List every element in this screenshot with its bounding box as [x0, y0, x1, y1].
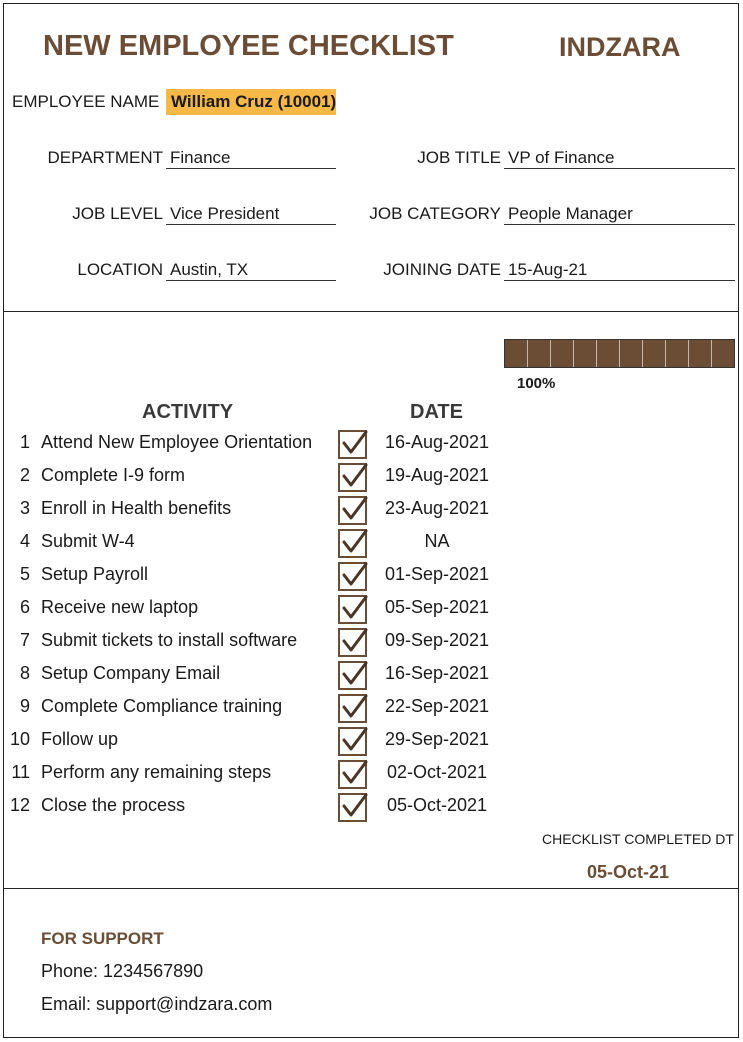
progress-segment — [620, 340, 643, 367]
progress-segment — [712, 340, 734, 367]
activity-name: Follow up — [41, 729, 119, 749]
date-column-header: DATE — [410, 401, 463, 423]
progress-bar-fill — [505, 340, 734, 367]
checkmark-icon — [341, 661, 368, 688]
progress-bar — [504, 339, 735, 368]
progress-segment — [551, 340, 574, 367]
checkmark-icon — [341, 628, 368, 655]
location-label: LOCATION — [77, 260, 163, 279]
activity-date: 02-Oct-2021 — [386, 762, 488, 782]
activity-checkbox[interactable] — [338, 760, 367, 789]
activity-name: Receive new laptop — [41, 597, 199, 617]
department-field[interactable]: Finance — [166, 147, 336, 169]
section-divider — [3, 311, 739, 312]
progress-segment — [689, 340, 712, 367]
activity-date: 16-Aug-2021 — [384, 432, 490, 452]
row-number: 12 — [9, 795, 30, 815]
row-number: 3 — [19, 498, 30, 518]
table-row — [0, 691, 743, 724]
checkmark-icon — [341, 529, 368, 556]
activity-name: Setup Company Email — [41, 663, 221, 683]
activity-checkbox[interactable] — [338, 430, 367, 459]
activity-date: 05-Sep-2021 — [384, 597, 490, 617]
activity-checkbox[interactable] — [338, 562, 367, 591]
table-row — [0, 625, 743, 658]
activity-name: Setup Payroll — [41, 564, 149, 584]
table-row — [0, 658, 743, 691]
progress-segment — [528, 340, 551, 367]
row-number: 5 — [19, 564, 30, 584]
activity-checkbox[interactable] — [338, 496, 367, 525]
row-number: 6 — [19, 597, 30, 617]
table-row — [0, 757, 743, 790]
checkmark-icon — [341, 595, 368, 622]
page-title: NEW EMPLOYEE CHECKLIST — [43, 30, 454, 62]
checklist-completed-date: 05-Oct-21 — [587, 862, 670, 882]
activity-date: 22-Sep-2021 — [384, 696, 490, 716]
employee-name-label: EMPLOYEE NAME — [12, 92, 160, 111]
table-row — [0, 559, 743, 592]
progress-segment — [666, 340, 689, 367]
progress-segment — [643, 340, 666, 367]
brand-logo-text: INDZARA — [559, 32, 681, 62]
row-number: 10 — [9, 729, 30, 749]
row-number: 1 — [19, 432, 30, 452]
progress-segment — [505, 340, 528, 367]
activity-name: Submit tickets to install software — [41, 630, 298, 650]
activity-checkbox[interactable] — [338, 529, 367, 558]
row-number: 8 — [19, 663, 30, 683]
activity-checkbox[interactable] — [338, 661, 367, 690]
activity-name: Enroll in Health benefits — [41, 498, 232, 518]
activity-checkbox[interactable] — [338, 628, 367, 657]
checkmark-icon — [341, 793, 368, 820]
checklist-completed-label: CHECKLIST COMPLETED DT — [542, 831, 734, 847]
table-row — [0, 460, 743, 493]
row-number: 7 — [19, 630, 30, 650]
row-number: 2 — [19, 465, 30, 485]
activity-name: Complete Compliance training — [41, 696, 283, 716]
activity-date: 19-Aug-2021 — [384, 465, 490, 485]
checkmark-icon — [341, 727, 368, 754]
job-title-field[interactable]: VP of Finance — [504, 147, 735, 169]
support-heading: FOR SUPPORT — [41, 929, 164, 948]
activity-column-header: ACTIVITY — [142, 401, 234, 423]
table-row — [0, 493, 743, 526]
activity-checkbox[interactable] — [338, 793, 367, 822]
activity-checkbox[interactable] — [338, 463, 367, 492]
job-category-field[interactable]: People Manager — [504, 203, 735, 225]
employee-name-field[interactable]: William Cruz (10001) — [171, 92, 337, 111]
activity-name: Attend New Employee Orientation — [41, 432, 313, 452]
activity-date: 16-Sep-2021 — [384, 663, 490, 683]
table-row — [0, 790, 743, 823]
table-row — [0, 526, 743, 559]
joining-date-field[interactable]: 15-Aug-21 — [504, 259, 735, 281]
department-label: DEPARTMENT — [47, 148, 163, 167]
table-row — [0, 592, 743, 625]
support-email[interactable]: Email: support@indzara.com — [41, 994, 273, 1014]
job-level-field[interactable]: Vice President — [166, 203, 336, 225]
row-number: 11 — [11, 762, 30, 782]
row-number: 4 — [19, 531, 30, 551]
progress-percent: 100% — [517, 375, 556, 392]
support-phone: Phone: 1234567890 — [41, 961, 204, 981]
row-number: 9 — [19, 696, 30, 716]
progress-segment — [597, 340, 620, 367]
activity-name: Close the process — [41, 795, 186, 815]
checkmark-icon — [341, 694, 368, 721]
job-category-label: JOB CATEGORY — [369, 204, 501, 223]
activity-date: 29-Sep-2021 — [384, 729, 490, 749]
section-divider — [3, 888, 739, 889]
job-level-label: JOB LEVEL — [72, 204, 163, 223]
activity-checkbox[interactable] — [338, 727, 367, 756]
activity-date: 05-Oct-2021 — [386, 795, 488, 815]
table-row — [0, 724, 743, 757]
joining-date-label: JOINING DATE — [383, 260, 501, 279]
checkmark-icon — [341, 430, 368, 457]
activity-name: Complete I-9 form — [41, 465, 186, 485]
checkmark-icon — [341, 562, 368, 589]
checkmark-icon — [341, 760, 368, 787]
activity-date: NA — [424, 531, 450, 551]
activity-date: 23-Aug-2021 — [384, 498, 490, 518]
activity-date: 01-Sep-2021 — [384, 564, 490, 584]
activity-name: Perform any remaining steps — [41, 762, 272, 782]
progress-segment — [574, 340, 597, 367]
location-field[interactable]: Austin, TX — [166, 259, 336, 281]
job-title-label: JOB TITLE — [417, 148, 501, 167]
checkmark-icon — [341, 496, 368, 523]
table-row — [0, 427, 743, 460]
activity-date: 09-Sep-2021 — [384, 630, 490, 650]
activity-checkbox[interactable] — [338, 694, 367, 723]
activity-name: Submit W-4 — [41, 531, 135, 551]
activity-checkbox[interactable] — [338, 595, 367, 624]
checkmark-icon — [341, 463, 368, 490]
